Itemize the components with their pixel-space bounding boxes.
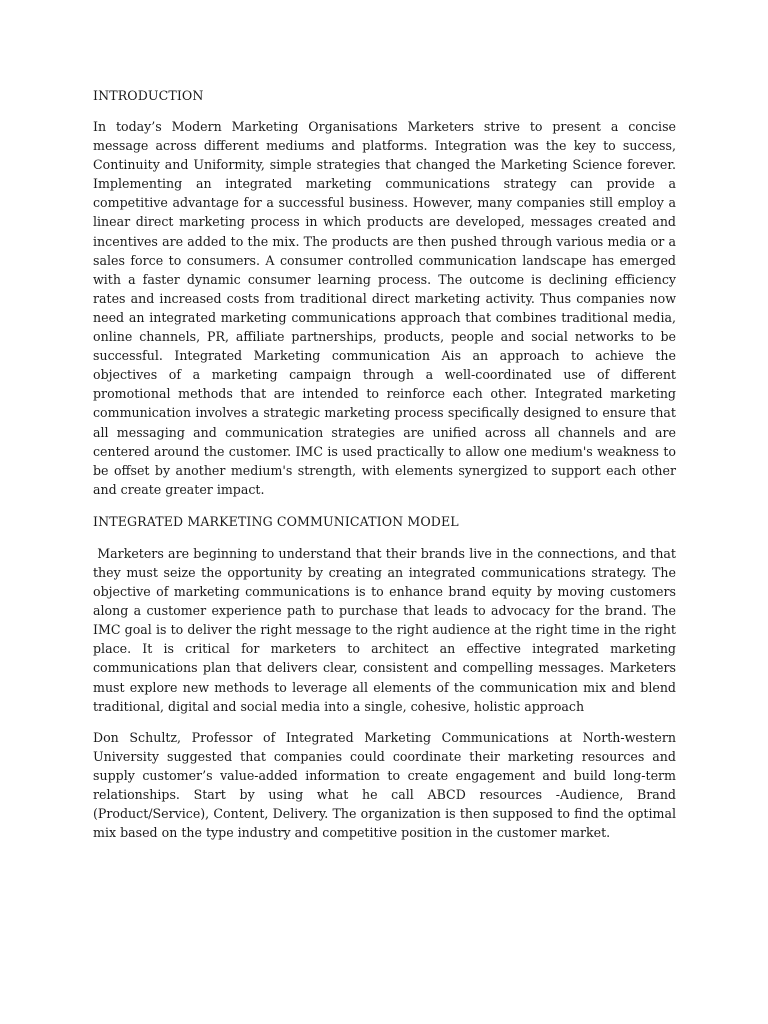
heading-imc-model: INTEGRATED MARKETING COMMUNICATION MODEL xyxy=(93,513,459,529)
paragraph-imc-model: Marketers are beginning to understand that their brands live in the connections, and that they must seize the opportunity by creating an integrated communications strategy. The objective of marketing communications is to enhance brand equity by moving customers along a customer experience path to purchase that leads to advocacy for the brand. The IMC goal is to deliver the right message to the right audience at the right time in the right place. It is critical for marketers to architect an effective integrated marketing communications plan that delivers clear, consistent and compelling messages. Marketers must explore new methods to leverage all elements of the communication mix and blend traditional, digital and social media into a single, cohesive, holistic approach xyxy=(93,545,681,714)
paragraph-don-schultz: Don Schultz, Professor of Integrated Marketing Communications at North-western University suggested that companies could coordinate their marketing resources and supply customer’s value-added information to create engagement and build long-term relationships. Start by using what he call ABCD resources -Audience, Brand (Product/Service), Content, Delivery. The organization is then supposed to find the optimal mix based on the type industry and competitive position in the customer market. xyxy=(93,729,681,841)
paragraph-introduction: In today’s Modern Marketing Organisations Marketers strive to present a concise message across different mediums and platforms. Integration was the key to success, Continuity and Uniformity, simple strategies that changed the Marketing Science forever. Implementing an integrated marketing communications strategy can provide a competitive advantage for a successful business. However, many companies still employ a linear direct marketing process in which products are developed, messages created and incentives are added to the mix. The products are then pushed through various media or a sales force to consumers. A consumer controlled communication landscape has emerged with a faster dynamic consumer learning process. The outcome is declining efficiency rates and increased costs from traditional direct marketing activity. Thus companies now need an integrated marketing communications approach that combines traditional media, online channels, PR, affiliate partnerships, products, people and social networks to be successful. Integrated Marketing communication Ais an approach to achieve the objectives of a marketing campaign through a well-coordinated use of different promotional methods that are intended to reinforce each other. Integrated marketing communication involves a strategic marketing process specifically designed to ensure that all messaging and communication strategies are unified across all channels and are centered around the customer. IMC is used practically to allow one medium's weakness to be offset by another medium's strength, with elements synergized to support each other and create greater impact. xyxy=(93,119,681,497)
heading-introduction: INTRODUCTION xyxy=(93,88,204,103)
